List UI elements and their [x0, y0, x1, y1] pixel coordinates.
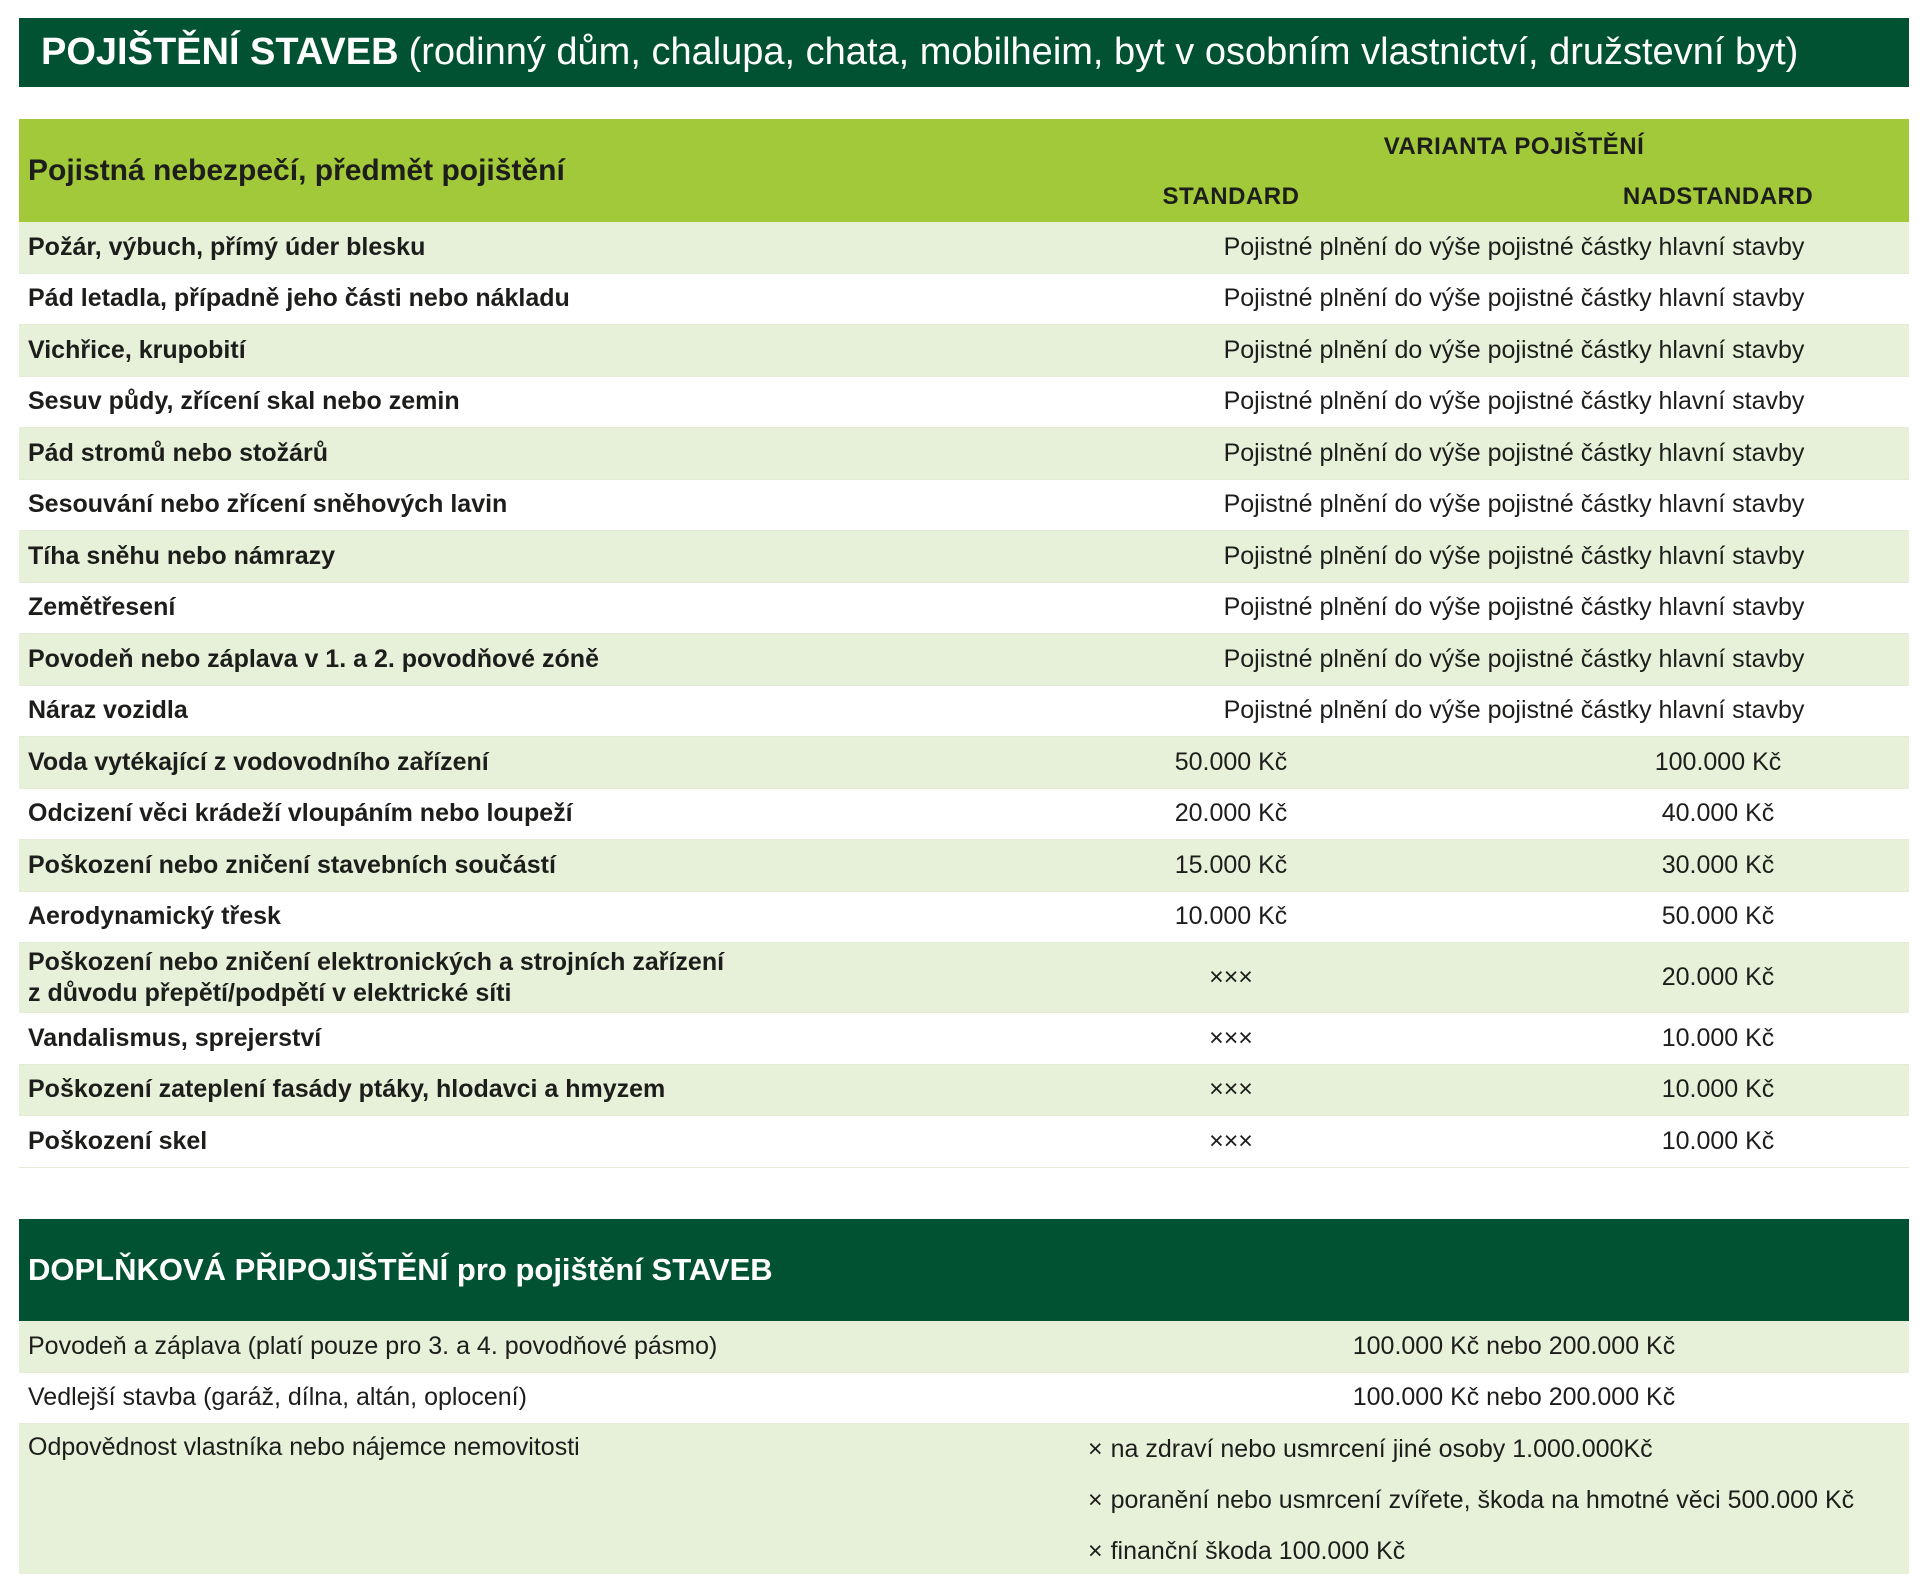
row-nadstandard-value: 50.000 Kč: [1661, 902, 1775, 931]
liability-label: Odpovědnost vlastníka nebo nájemce nemovitosti: [28, 1433, 580, 1461]
row-value: Pojistné plnění do výše pojistné částky hlavní stavby: [1223, 593, 1805, 622]
page-title: [19, 18, 1909, 87]
table-header: [19, 119, 1909, 222]
row-standard-value: ×××: [1209, 1023, 1253, 1052]
row-label: Vedlejší stavba (garáž, dílna, altán, oplocení): [28, 1383, 527, 1412]
list-item: [1088, 1526, 1854, 1577]
liability-item-text: finanční škoda 100.000 Kč: [1110, 1537, 1406, 1565]
table-row: [19, 583, 1909, 635]
row-value: Pojistné plnění do výše pojistné částky hlavní stavby: [1223, 490, 1805, 519]
table-row: [19, 274, 1909, 326]
table-row: [19, 1065, 1909, 1117]
row-standard-value: 20.000 Kč: [1174, 799, 1288, 828]
page-title-subtitle: (rodinný dům, chalupa, chata, mobilheim, byt v osobním vlastnictví, družstevní byt): [408, 31, 1799, 73]
row-label: Voda vytékající z vodovodního zařízení: [28, 747, 489, 776]
row-value: Pojistné plnění do výše pojistné částky hlavní stavby: [1223, 438, 1805, 467]
liability-row: [19, 1424, 1909, 1574]
row-label: [28, 943, 724, 1012]
list-item: [1088, 1475, 1854, 1526]
row-nadstandard-value: 30.000 Kč: [1661, 850, 1775, 879]
row-value: 100.000 Kč nebo 200.000 Kč: [1352, 1331, 1676, 1360]
row-value: 100.000 Kč nebo 200.000 Kč: [1352, 1383, 1676, 1412]
row-label: Tíha sněhu nebo námrazy: [28, 541, 336, 570]
table-row: [19, 1373, 1909, 1425]
page-title-strong: POJIŠTĚNÍ STAVEB: [41, 31, 399, 73]
row-label: Požár, výbuch, přímý úder blesku: [28, 232, 426, 261]
row-value: Pojistné plnění do výše pojistné částky hlavní stavby: [1223, 541, 1805, 570]
cross-bullet-icon: ×: [1088, 1486, 1103, 1514]
row-nadstandard-value: 40.000 Kč: [1661, 799, 1775, 828]
list-item: [1088, 1424, 1854, 1475]
table-row: [19, 480, 1909, 532]
table-row: [19, 1013, 1909, 1065]
row-standard-value: 50.000 Kč: [1174, 747, 1288, 776]
row-label: Zemětřesení: [28, 593, 176, 622]
row-standard-value: ×××: [1209, 1126, 1253, 1155]
row-label: Povodeň a záplava (platí pouze pro 3. a 4. povodňové pásmo): [28, 1331, 718, 1360]
row-label: Poškození nebo zničení stavebních součástí: [28, 850, 556, 879]
table-row: [19, 325, 1909, 377]
table-row: [19, 840, 1909, 892]
row-nadstandard-value: 10.000 Kč: [1661, 1023, 1775, 1052]
row-nadstandard-value: 20.000 Kč: [1661, 963, 1775, 991]
table-row: [19, 377, 1909, 429]
row-label: Poškození skel: [28, 1126, 208, 1155]
liability-list: [1088, 1424, 1854, 1577]
risk-table: [19, 222, 1909, 1168]
cross-bullet-icon: ×: [1088, 1537, 1103, 1565]
row-nadstandard-value: 100.000 Kč: [1654, 747, 1782, 776]
row-value: Pojistné plnění do výše pojistné částky hlavní stavby: [1223, 232, 1805, 261]
row-label: Odcizení věci krádeží vloupáním nebo loupeží: [28, 799, 573, 828]
header-nadstandard: NADSTANDARD: [1622, 183, 1814, 210]
row-value: Pojistné plnění do výše pojistné částky hlavní stavby: [1223, 696, 1805, 725]
row-value: Pojistné plnění do výše pojistné částky hlavní stavby: [1223, 644, 1805, 673]
row-label: Vichřice, krupobití: [28, 335, 246, 364]
liability-item-text: poranění nebo usmrcení zvířete, škoda na hmotné věci 500.000 Kč: [1110, 1486, 1855, 1514]
header-risks-title: Pojistná nebezpečí, předmět pojištění: [28, 153, 565, 187]
additional-insurance-title: DOPLŇKOVÁ PŘIPOJIŠTĚNÍ pro pojištění STAVEB: [19, 1219, 1909, 1321]
row-value: Pojistné plnění do výše pojistné částky hlavní stavby: [1223, 387, 1805, 416]
row-label: Povodeň nebo záplava v 1. a 2. povodňové zóně: [28, 644, 599, 673]
liability-item-text: na zdraví nebo usmrcení jiné osoby 1.000.000Kč: [1110, 1435, 1653, 1463]
row-standard-value: ×××: [1209, 963, 1253, 991]
row-value: Pojistné plnění do výše pojistné částky hlavní stavby: [1223, 335, 1805, 364]
row-nadstandard-value: 10.000 Kč: [1661, 1075, 1775, 1104]
row-standard-value: 15.000 Kč: [1174, 850, 1288, 879]
row-standard-value: ×××: [1209, 1075, 1253, 1104]
row-standard-value: 10.000 Kč: [1174, 902, 1288, 931]
table-row: [19, 892, 1909, 944]
row-label: Pád stromů nebo stožárů: [28, 438, 329, 467]
row-label: Náraz vozidla: [28, 696, 188, 725]
table-row: [19, 789, 1909, 841]
table-row: [19, 737, 1909, 789]
row-label-line: z důvodu přepětí/podpětí v elektrické síti: [28, 978, 512, 1007]
row-label: Sesouvání nebo zřícení sněhových lavin: [28, 490, 508, 519]
row-value: Pojistné plnění do výše pojistné částky hlavní stavby: [1223, 284, 1805, 313]
row-label: Aerodynamický třesk: [28, 902, 281, 931]
table-row: [19, 943, 1909, 1013]
table-row: [19, 531, 1909, 583]
row-label-line: Poškození nebo zničení elektronických a strojních zařízení: [28, 947, 725, 976]
table-row: [19, 1116, 1909, 1168]
row-label: Vandalismus, sprejerství: [28, 1023, 322, 1052]
row-label: Poškození zateplení fasády ptáky, hlodavci a hmyzem: [28, 1075, 666, 1104]
table-row: [19, 1321, 1909, 1373]
row-nadstandard-value: 10.000 Kč: [1661, 1126, 1775, 1155]
row-label: Sesuv půdy, zřícení skal nebo zemin: [28, 387, 460, 416]
additional-table: [19, 1321, 1909, 1574]
cross-bullet-icon: ×: [1088, 1435, 1103, 1463]
header-variant: VARIANTA POJIŠTĚNÍ: [1383, 133, 1645, 160]
table-row: [19, 634, 1909, 686]
row-label: Pád letadla, případně jeho části nebo nákladu: [28, 284, 570, 313]
table-row: [19, 222, 1909, 274]
table-row: [19, 428, 1909, 480]
table-row: [19, 686, 1909, 738]
header-standard: STANDARD: [1162, 183, 1300, 210]
